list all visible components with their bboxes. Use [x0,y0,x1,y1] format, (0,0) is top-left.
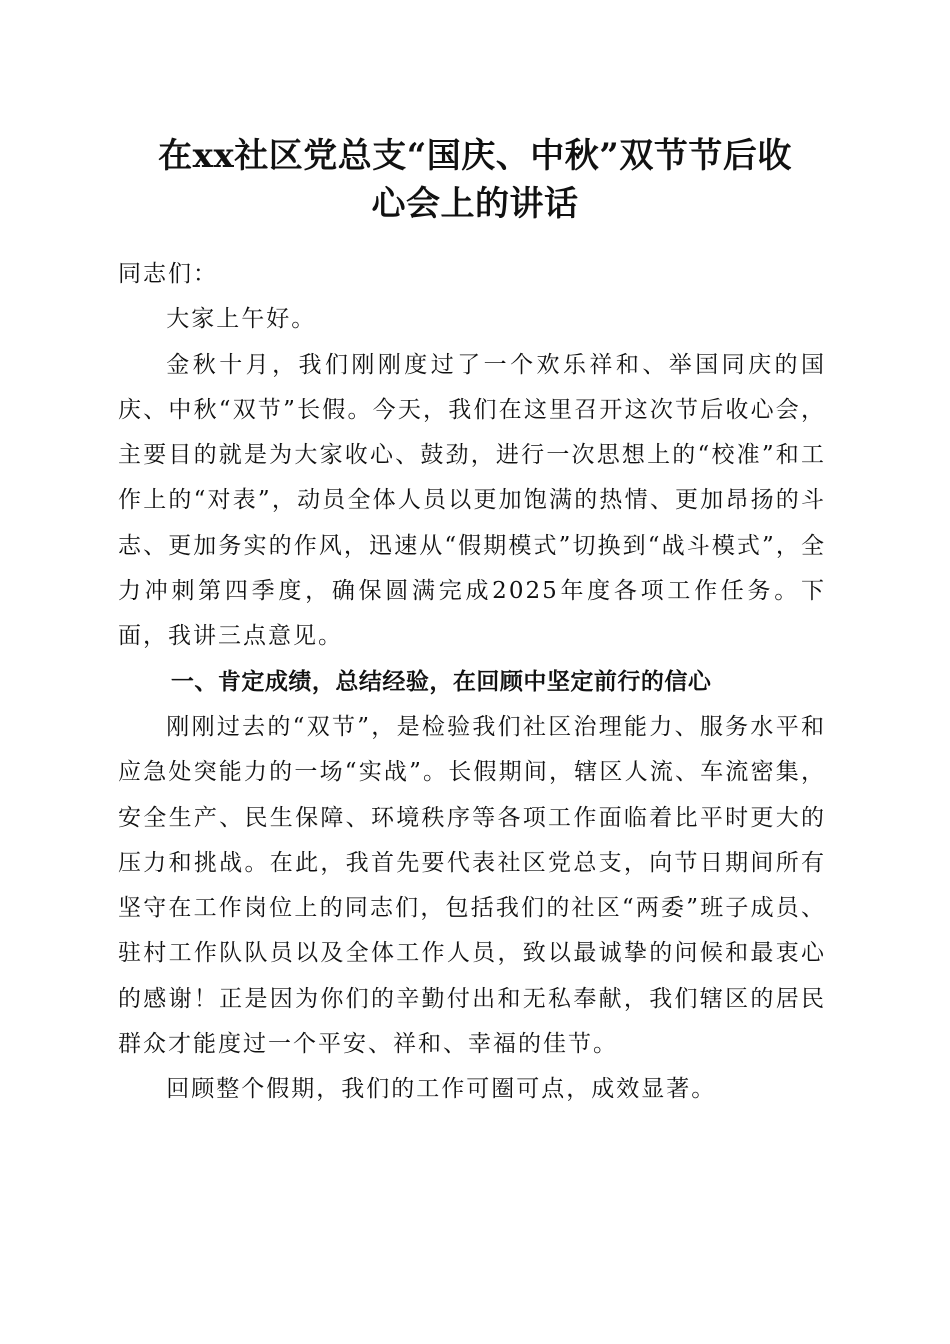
greeting: 大家上午好。 [166,306,317,333]
body-paragraph-1: 刚刚过去的“双节”，是检验我们社区治理能力、服务水平和应急处突能力的一场“实战”。长假期间，辖区人流、车流密集，安全生产、民生保障、环境秩序等各项工作面临着比平时更大的压力和挑战。在此，我首先要代表社区党总支，向节日期间所有坚守在工作岗位上的同志们，包括我们的社区“两委”班子成员、驻村工作队队员以及全体工作人员，致以最诚挚的问候和最衷心的感谢！正是因为你们的辛勤付出和无私奉献，我们辖区的居民群众才能度过一个平安、祥和、幸福的佳节。 [118,713,826,1058]
intro-paragraph: 金秋十月，我们刚刚度过了一个欢乐祥和、举国同庆的国庆、中秋“双节”长假。今天，我们在这里召开这次节后收心会，主要目的就是为大家收心、鼓劲，进行一次思想上的“校准”和工作上的“对表”，动员全体人员以更加饱满的热情、更加昂扬的斗志、更加务实的作风，迅速从“假期模式”切换到“战斗模式”，全力冲刺第四季度，确保圆满完成2025年度各项工作任务。下面，我讲三点意见。 [118,351,826,650]
body-paragraph-2: 回顾整个假期，我们的工作可圈可点，成效显著。 [166,1076,717,1103]
title-line-2: 心会上的讲话 [371,184,579,224]
title-line-1: 在xx社区党总支“国庆、中秋”双节节后收 [158,136,792,176]
section-heading-1: 一、肯定成绩，总结经验，在回顾中坚定前行的信心 [170,668,712,695]
document-body [118,252,826,1113]
document-title [110,132,840,228]
salutation: 同志们： [118,261,218,287]
